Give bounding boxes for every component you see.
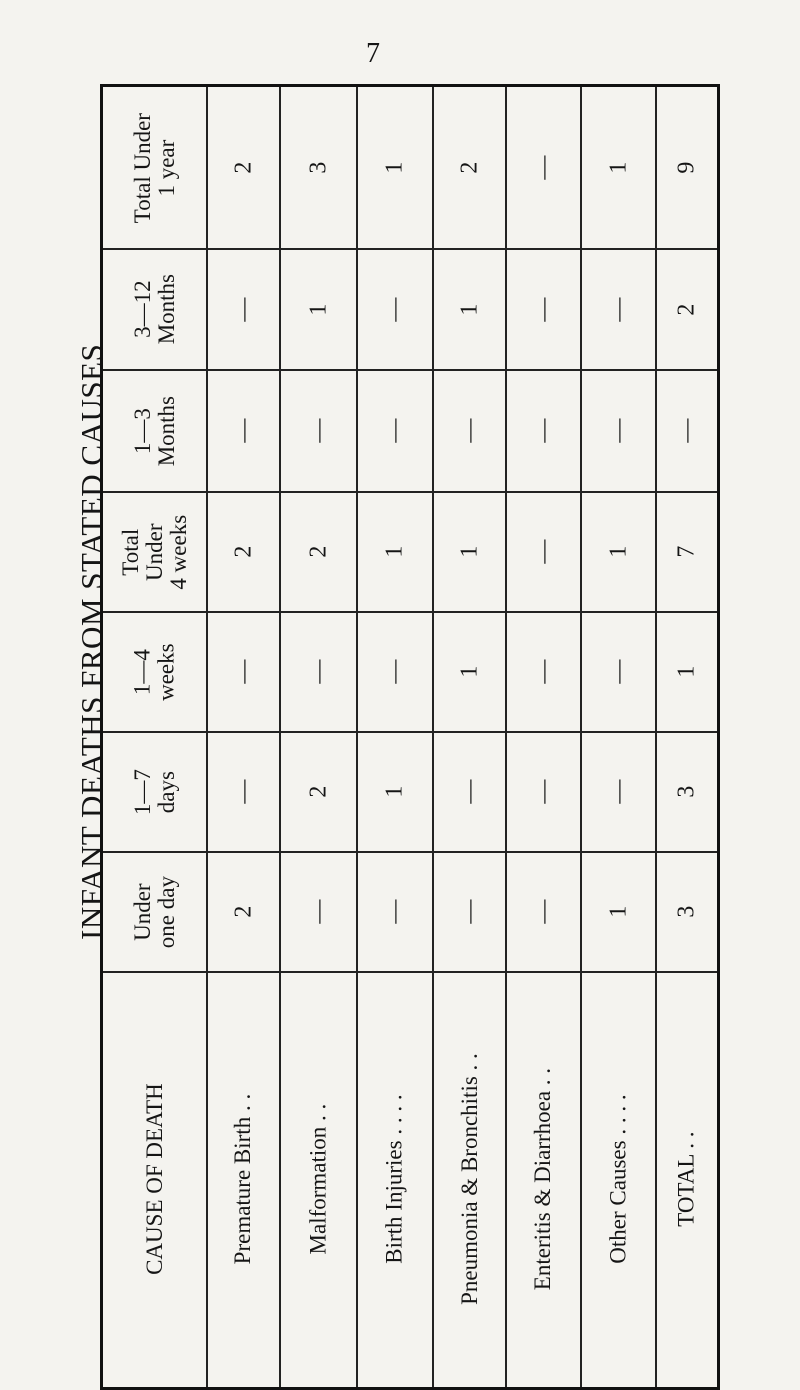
- table-cell: [357, 852, 433, 972]
- table-cell: [656, 370, 717, 492]
- table-cell: [357, 370, 433, 492]
- column-header-text: CAUSE OF DEATH: [141, 1083, 167, 1276]
- table-cell-text: 1: [455, 546, 482, 558]
- cause-label: [656, 972, 717, 1387]
- table-cell-text: 1: [604, 906, 631, 918]
- table-cell: [280, 492, 357, 612]
- table-cell: [433, 249, 506, 370]
- table-cell: [433, 87, 506, 249]
- table-cell-text: 1: [381, 162, 408, 174]
- table-cell: [506, 87, 581, 249]
- table-cell-text: 3: [672, 786, 699, 798]
- table-cell: [433, 370, 506, 492]
- table-cell-text: 2: [229, 546, 256, 558]
- infant-deaths-table: [100, 84, 720, 1390]
- table-cell: [581, 612, 656, 732]
- table-cell-text: —: [672, 419, 699, 443]
- table-cell-text: 1: [604, 162, 631, 174]
- table-cell: [433, 852, 506, 972]
- column-header-text: 1—4 weeks: [129, 643, 179, 701]
- page-number: 7: [366, 38, 380, 69]
- table-cell-text: 1: [672, 666, 699, 678]
- table-cell-text: —: [304, 660, 331, 684]
- table-cell: [280, 612, 357, 732]
- cause-label: [433, 972, 506, 1387]
- table-cell-text: 2: [455, 162, 482, 174]
- table-cell-text: 1: [381, 786, 408, 798]
- cause-label: [207, 972, 280, 1387]
- table-cell-text: 1: [381, 546, 408, 558]
- table-cell: [656, 492, 717, 612]
- table-cell-text: —: [455, 419, 482, 443]
- table-cell: [357, 492, 433, 612]
- table-cell: [581, 370, 656, 492]
- column-header-text: Under one day: [129, 875, 179, 949]
- table-cell-text: —: [304, 900, 331, 924]
- table-cell: [656, 852, 717, 972]
- cause-label-text: Birth Injuries . . . .: [381, 1094, 407, 1265]
- column-header: [103, 87, 207, 249]
- table-cell: [207, 732, 280, 852]
- table-cell: [280, 732, 357, 852]
- column-header: [103, 732, 207, 852]
- column-header: [103, 492, 207, 612]
- table-cell: [656, 732, 717, 852]
- table-cell-text: 3: [672, 906, 699, 918]
- table-cell: [207, 370, 280, 492]
- cause-label-text: Pneumonia & Bronchitis . .: [456, 1053, 482, 1306]
- table-cell-text: —: [604, 660, 631, 684]
- table-cell-text: —: [529, 660, 556, 684]
- table-cell: [506, 492, 581, 612]
- table-cell: [656, 612, 717, 732]
- table-cell-text: 7: [672, 546, 699, 558]
- table-cell-text: —: [529, 297, 556, 322]
- table-cell-text: —: [529, 156, 556, 180]
- table-cell: [357, 87, 433, 249]
- table-cell: [207, 87, 280, 249]
- cause-label-text: Premature Birth . .: [230, 1094, 256, 1265]
- table-cell: [656, 87, 717, 249]
- table-cell: [280, 249, 357, 370]
- table-cell: [506, 732, 581, 852]
- table-cell-text: 1: [604, 546, 631, 558]
- table-cell-text: 2: [304, 546, 331, 558]
- table-cell-text: —: [381, 900, 408, 924]
- cause-label: [506, 972, 581, 1387]
- column-header: [103, 852, 207, 972]
- table-cell-text: —: [604, 780, 631, 804]
- table-cell-text: —: [604, 297, 631, 322]
- table-cell-text: 1: [455, 303, 482, 316]
- table-cell: [357, 612, 433, 732]
- table-cell: [581, 492, 656, 612]
- table-cell-text: —: [229, 780, 256, 804]
- table-cell: [581, 249, 656, 370]
- table-cell: [656, 249, 717, 370]
- table-cell: [581, 87, 656, 249]
- table-cell: [357, 249, 433, 370]
- table-cell: [280, 852, 357, 972]
- column-header-text: Total Under 4 weeks: [117, 514, 192, 590]
- cause-label: [581, 972, 656, 1387]
- column-header-text: 3—12 Months: [129, 274, 179, 345]
- table-cell-text: 2: [229, 906, 256, 918]
- table-title-text: INFANT DEATHS FROM STATED CAUSES: [74, 343, 109, 940]
- cause-label-text: Enteritis & Diarrhoea . .: [530, 1068, 556, 1291]
- table-cell: [506, 612, 581, 732]
- column-header: [103, 370, 207, 492]
- table-cell: [433, 492, 506, 612]
- cause-label: [357, 972, 433, 1387]
- table-cell-text: —: [529, 419, 556, 443]
- column-header: [103, 612, 207, 732]
- table-cell-text: 2: [229, 162, 256, 174]
- column-header: [103, 249, 207, 370]
- column-header-text: 1—7 days: [129, 769, 179, 815]
- table-cell-text: —: [455, 900, 482, 924]
- table-cell-text: 1: [455, 666, 482, 678]
- table-cell: [280, 87, 357, 249]
- cause-label-text: Other Causes . . . .: [605, 1094, 631, 1265]
- table-cell: [207, 612, 280, 732]
- table-cell-text: —: [529, 540, 556, 564]
- table-cell-text: —: [455, 780, 482, 804]
- table-cell: [207, 249, 280, 370]
- table-cell-text: —: [381, 297, 408, 322]
- table-cell-text: —: [229, 297, 256, 322]
- table-cell: [433, 732, 506, 852]
- table-cell: [581, 852, 656, 972]
- column-header-text: 1—3 Months: [129, 395, 179, 467]
- table-cell: [433, 612, 506, 732]
- table-cell-text: —: [604, 419, 631, 443]
- cause-label-text: Malformation . .: [305, 1104, 331, 1255]
- column-header: [103, 972, 207, 1387]
- table-cell: [506, 370, 581, 492]
- table-cell: [357, 732, 433, 852]
- cause-label-text: TOTAL . .: [673, 1131, 699, 1228]
- table-cell-text: —: [381, 660, 408, 684]
- table-cell: [506, 852, 581, 972]
- table-cell: [581, 732, 656, 852]
- cause-label: [280, 972, 357, 1387]
- table-cell-text: —: [304, 419, 331, 443]
- table-cell-text: —: [529, 780, 556, 804]
- table-cell: [506, 249, 581, 370]
- column-header-text: Total Under 1 year: [129, 112, 180, 224]
- table-cell-text: —: [529, 900, 556, 924]
- table-cell-text: 3: [304, 162, 331, 174]
- table-cell-text: 2: [304, 786, 331, 798]
- table-cell-text: 2: [672, 303, 699, 316]
- table-cell-text: —: [229, 419, 256, 443]
- table-cell-text: 1: [304, 303, 331, 316]
- table-cell: [207, 852, 280, 972]
- table-cell: [207, 492, 280, 612]
- table-cell-text: 9: [672, 162, 699, 174]
- table-cell: [280, 370, 357, 492]
- table-cell-text: —: [229, 660, 256, 684]
- table-cell-text: —: [381, 419, 408, 443]
